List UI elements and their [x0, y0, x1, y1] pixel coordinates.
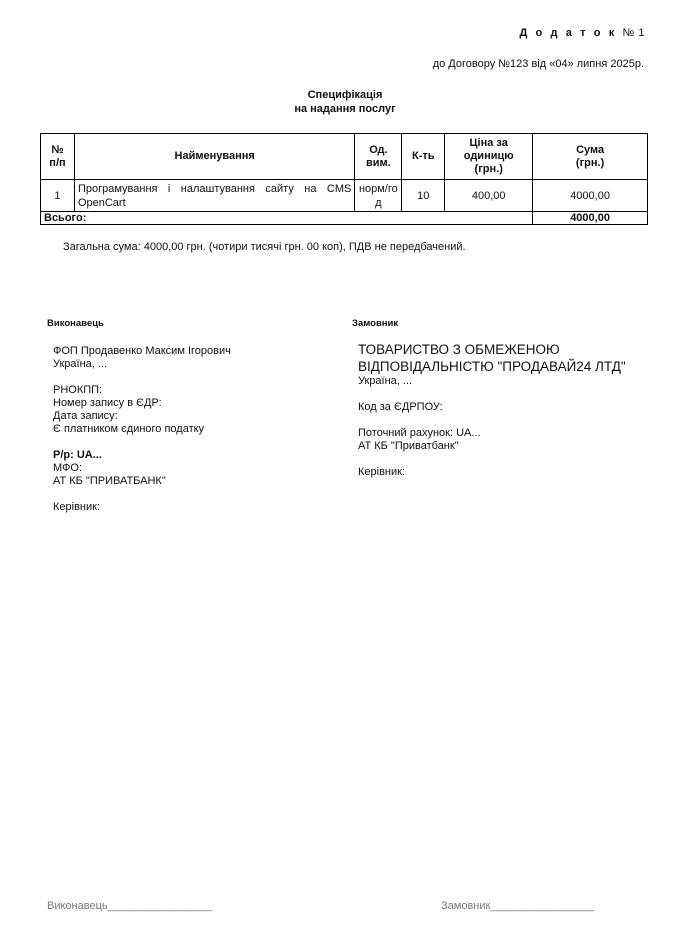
specification-title-line2: на надання послуг — [294, 103, 396, 115]
header-unit — [355, 134, 402, 180]
executor-mfo: МФО: — [53, 462, 83, 474]
header-name — [74, 134, 354, 180]
header-num — [41, 134, 75, 180]
table-total-row — [41, 212, 648, 225]
header-qty — [402, 134, 445, 180]
cell-unit — [355, 180, 402, 212]
header-price-line2: одиницю — [463, 150, 514, 162]
header-sum-line2: (грн.) — [575, 156, 605, 169]
specification-title — [0, 88, 675, 116]
header-sum-line1: Сума — [576, 143, 605, 156]
cell-price: 400,00 — [445, 180, 533, 212]
header-price — [445, 134, 533, 180]
table-header-row — [41, 134, 648, 180]
customer-signature-line: Замовник_________________ — [441, 900, 595, 912]
header-unit-line2: вим. — [365, 156, 391, 169]
executor-bank: АТ КБ "ПРИВАТБАНК" — [53, 475, 166, 487]
customer-name-line2: ВІДПОВІДАЛЬНІСТЮ "ПРОДАВАЙ24 ЛТД" — [358, 359, 626, 374]
total-amount-sentence: Загальна сума: 4000,00 грн. (чотири тисячі грн. 00 коп), ПДВ не передбачений. — [63, 241, 466, 253]
header-price-line1: Ціна за — [469, 137, 508, 149]
appendix-label: Д о д а т о к — [519, 27, 617, 39]
customer-name-line1: ТОВАРИСТВО З ОБМЕЖЕНОЮ — [358, 342, 560, 357]
specification-title-line1: Специфікація — [307, 89, 383, 101]
cell-num: 1 — [41, 180, 75, 212]
contract-reference: до Договору №123 від «04» липня 2025р. — [432, 58, 644, 70]
executor-edr-number: Номер запису в ЄДР: — [53, 397, 162, 409]
customer-details — [358, 341, 648, 479]
executor-details — [53, 345, 333, 514]
customer-heading: Замовник — [352, 318, 399, 329]
header-unit-line1: Од. — [369, 143, 388, 156]
customer-bank: АТ КБ "Приватбанк" — [358, 440, 459, 452]
customer-account: Поточний рахунок: UA... — [358, 427, 481, 439]
total-label: Всього: — [41, 212, 533, 225]
header-qty-label: К-ть — [412, 150, 435, 162]
header-name-label: Найменування — [174, 150, 255, 162]
executor-signature-line: Виконавець_________________ — [47, 900, 212, 912]
specification-table — [40, 133, 648, 225]
executor-account: Р/р: UA... — [53, 449, 102, 461]
executor-record-date: Дата запису: — [53, 410, 118, 422]
table-row — [41, 180, 648, 212]
executor-director: Керівник: — [53, 501, 101, 513]
cell-sum: 4000,00 — [533, 180, 648, 212]
header-num-line1: № — [51, 143, 64, 156]
customer-edrpou: Код за ЄДРПОУ: — [358, 401, 443, 413]
customer-director: Керівник: — [358, 466, 406, 478]
appendix-title — [519, 27, 645, 39]
cell-qty: 10 — [402, 180, 445, 212]
executor-address: Україна, ... — [53, 358, 108, 370]
cell-unit-line1: норм/го — [358, 182, 398, 195]
header-sum — [533, 134, 648, 180]
cell-unit-line2: д — [375, 196, 382, 209]
header-num-line2: п/п — [49, 156, 66, 169]
header-price-line3: (грн.) — [474, 163, 503, 175]
total-value: 4000,00 — [533, 212, 648, 225]
executor-tax-status: Є платником єдиного податку — [53, 423, 205, 435]
appendix-number: № 1 — [622, 27, 645, 39]
executor-heading: Виконавець — [47, 318, 104, 329]
executor-name: ФОП Продавенко Максим Ігорович — [53, 345, 231, 357]
executor-rnokpp: РНОКПП: — [53, 384, 103, 396]
customer-address: Україна, ... — [358, 375, 413, 387]
cell-name: Програмування і налаштування сайту на CMS OpenCart — [74, 180, 354, 212]
